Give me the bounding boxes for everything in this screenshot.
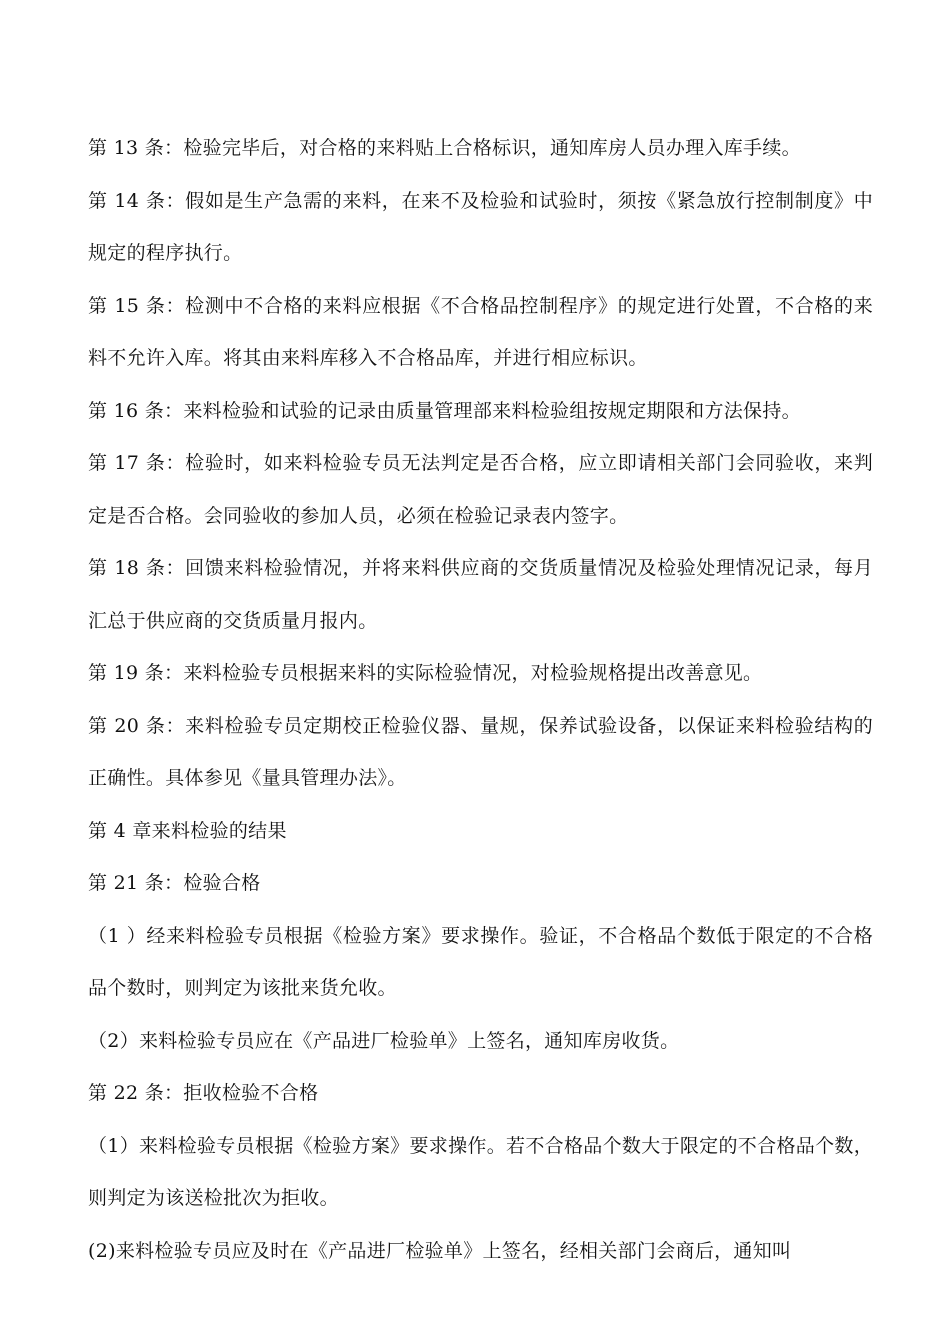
article-20: 第 20 条：来料检验专员定期校正检验仪器、量规，保养试验设备，以保证来料检验结构的正确性。具体参见《量具管理办法》。	[88, 714, 873, 789]
article-22-heading: 第 22 条：拒收检验不合格	[88, 1082, 319, 1104]
article-18: 第 18 条：回馈来料检验情况，并将来料供应商的交货质量情况及检验处理情况记录，每月汇总于供应商的交货质量月报内。	[88, 557, 873, 632]
article-17: 第 17 条：检验时，如来料检验专员无法判定是否合格，应立即请相关部门会同验收，来判定是否合格。会同验收的参加人员，必须在检验记录表内签字。	[88, 452, 873, 527]
article-15: 第 15 条：检测中不合格的来料应根据《不合格品控制程序》的规定进行处置，不合格的来料不允许入库。将其由来料库移入不合格品库，并进行相应标识。	[88, 294, 873, 369]
article-21-item-1: （1 ）经来料检验专员根据《检验方案》要求操作。验证，不合格品个数低于限定的不合格品个数时，则判定为该批来货允收。	[88, 924, 873, 999]
article-14: 第 14 条：假如是生产急需的来料，在来不及检验和试验时，须按《紧急放行控制制度》中规定的程序执行。	[88, 189, 873, 264]
chapter-4-heading: 第 4 章来料检验的结果	[88, 819, 287, 842]
article-13: 第 13 条：检验完毕后，对合格的来料贴上合格标识，通知库房人员办理入库手续。	[88, 137, 801, 159]
article-16: 第 16 条：来料检验和试验的记录由质量管理部来料检验组按规定期限和方法保持。	[88, 399, 801, 422]
article-21-heading: 第 21 条：检验合格	[88, 872, 261, 894]
document-body	[88, 122, 873, 1277]
article-22-item-2: (2)来料检验专员应及时在《产品进厂检验单》上签名，经相关部门会商后，通知叫	[88, 1239, 792, 1262]
article-19: 第 19 条：来料检验专员根据来料的实际检验情况，对检验规格提出改善意见。	[88, 662, 763, 684]
article-22-item-1: （1）来料检验专员根据《检验方案》要求操作。若不合格品个数大于限定的不合格品个数，则判定为该送检批次为拒收。	[88, 1134, 873, 1209]
article-21-item-2: （2）来料检验专员应在《产品进厂检验单》上签名，通知库房收货。	[88, 1029, 680, 1052]
